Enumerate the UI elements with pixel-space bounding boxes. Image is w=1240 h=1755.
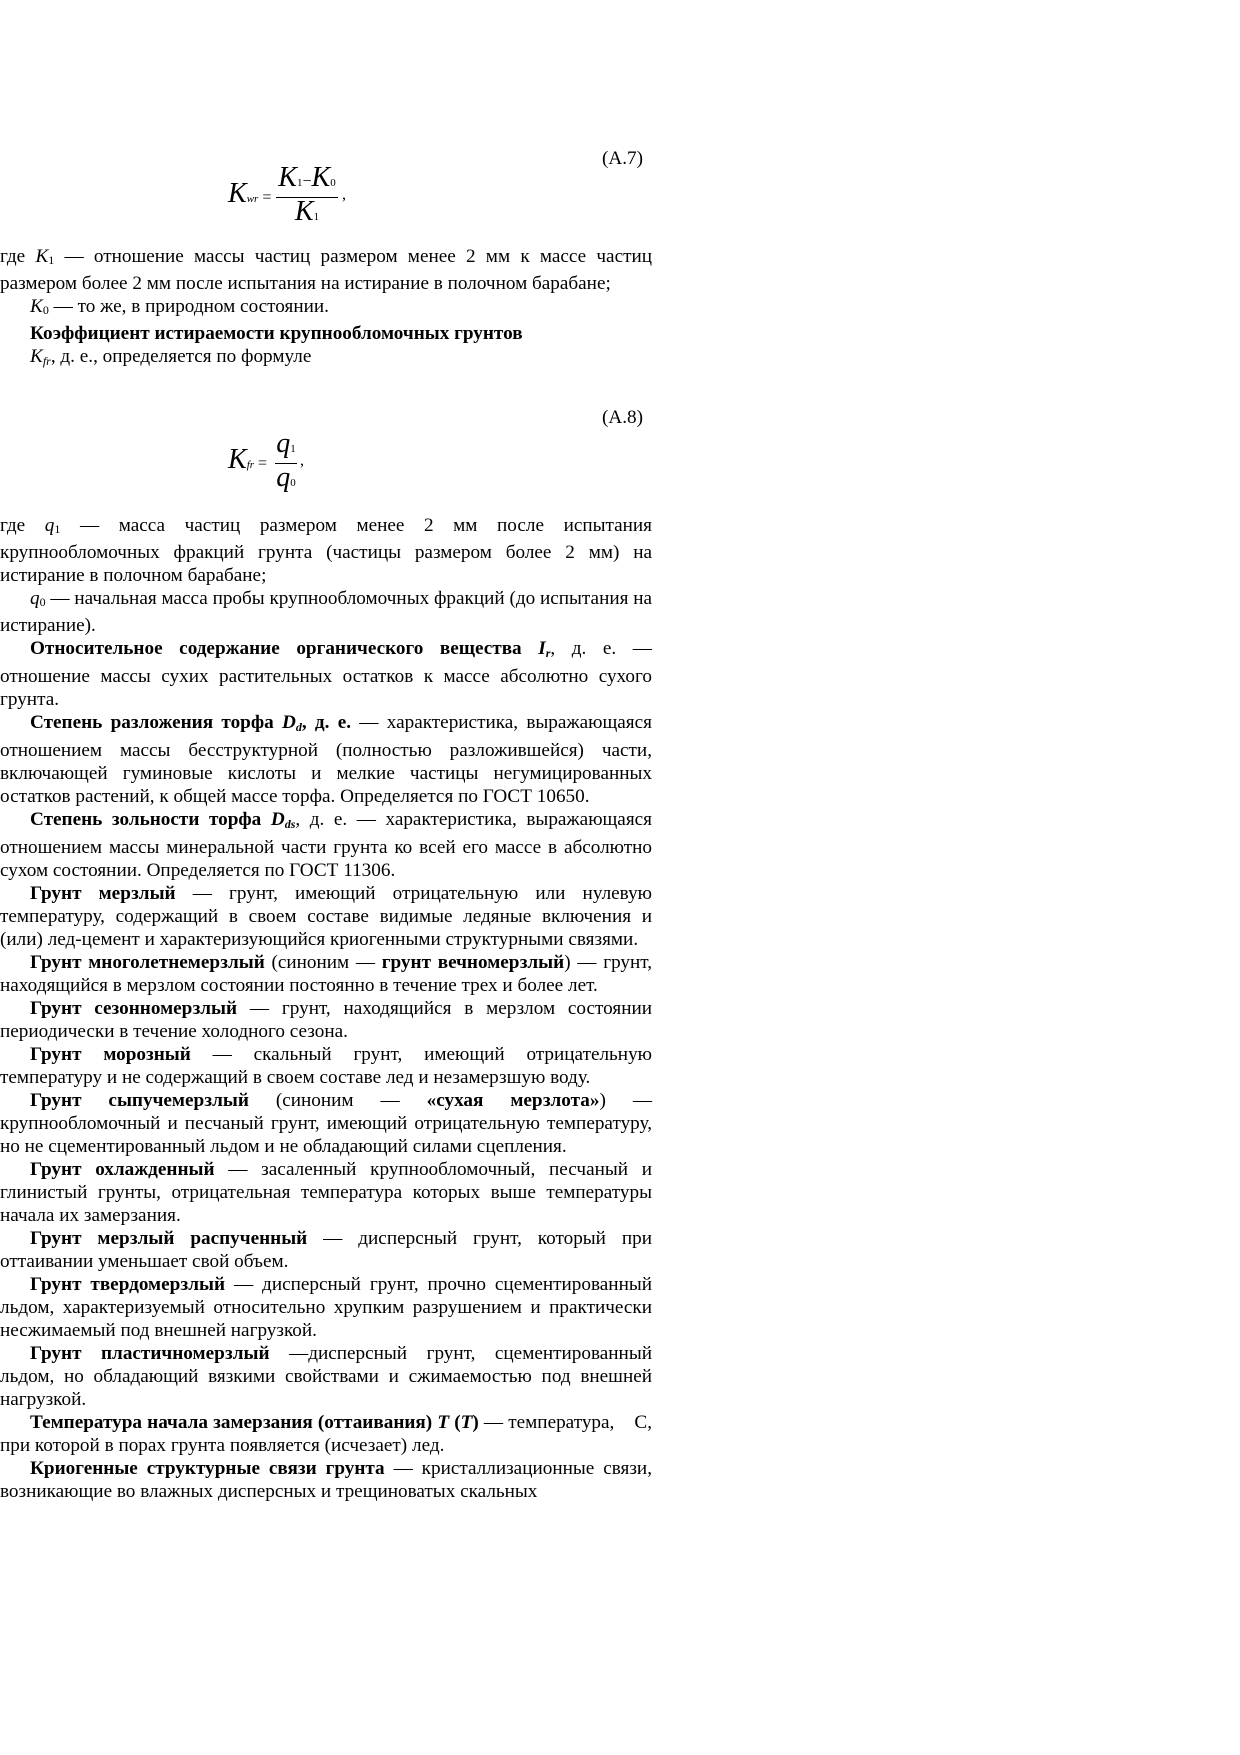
formula-a8-denominator: q0 [276,462,296,493]
definition-q0: q0 — начальная масса пробы крупнообломочных фракций (до испытания на истирание). [0,588,653,636]
term-kfr-heading: Коэффициент истираемости крупнообломочных грунтов [30,323,523,344]
definition-k0: K0 — то же, в природном состоянии. [30,296,329,317]
term-frosty-soil: Грунт морозный — скальный грунт, имеющий отрицательную температуру и не содержащий в своем составе лед и незамерзшую воду. [0,1044,653,1088]
term-cooled-soil: Грунт охлажденный — засаленный крупнообломочный, песчаный и глинистый грунты, отрицательная температура которых выше температуры начала их замерзания. [0,1159,652,1226]
term-organic-content: Относительное содержание органического вещества Ir, д. е. — отношение массы сухих растительных остатков к массе абсолютно сухого грунта. [0,638,652,710]
definitions-block-a7 [0,245,652,373]
formula-a8-fraction [275,430,297,497]
term-swollen-frozen-soil: Грунт мерзлый распученный — дисперсный грунт, который при оттаивании уменьшает свой объем. [0,1228,652,1272]
formula-a7-denominator: K1 [294,196,320,227]
term-seasonal-frozen-soil: Грунт сезонномерзлый — грунт, находящийся в мерзлом состоянии периодически в течение холодного сезона. [0,998,652,1042]
document-page: (A.7) Kwr = K1−K0 K1 , где K1 — отношение массы частиц размером менее 2 мм к массе частиц размером более 2 мм после испытания на истирание в полочном барабане; K0 — то же, в природном состоянии. Коэффициент истираемости крупнообломочных грунтов Kfr, д. е., определяется по формуле (A.8) Kfr = q1 q0 , где q1 — масса частиц размером менее 2 мм после испытания крупнообломочных фракций грунта (частицы размером более 2 мм) на истирание в полочном барабане; q0 — начальная масса пробы крупнообломочных фракций (до испытания на истирание). Относительное содержание органического вещества Ir, д. е. — отношение массы сухих растительных остатков к массе абсолютно сухого грунта. Степень разложения торфа Dd, д. е. — характеристика, выражающаяся отношением массы бесструктурной (полностью разложившейся) части, включающей гуминовые кислоты и мелкие частицы негумицированных остатков растений, к общей массе торфа. Определяется по ГОСТ 10650. Степень зольности торфа Dds, д. е. — характеристика, выражающаяся отношением массы минеральной части грунта ко всей его массе в абсолютно сухом состоянии. Определяется по ГОСТ 11306. Грунт мерзлый — грунт, имеющий отрицательную или нулевую температуру, содержащий в своем составе видимые ледяные включения и (или) лед-цемент и характеризующийся криогенными структурными связями. Грунт многолетнемерзлый (синоним — грунт вечномерзлый) — грунт, находящийся в мерзлом состоянии постоянно в течение трех и более лет. Грунт сезонномерзлый — грунт, находящийся в мерзлом состоянии периодически в течение холодного сезона. Грунт морозный — скальный грунт, имеющий отрицательную температуру и не содержащий в своем составе лед и незамерзшую воду. Грунт сыпучемерзлый (синоним — «сухая мерзлота») — крупнообломочный и песчаный грунт, имеющий отрицательную температуру, но не сцементированный льдом и не обладающий силами сцепления. Грунт охлажденный — засаленный крупнообломочный, песчаный и глинистый грунты, отрицательная температура которых выше температуры начала их замерзания. Грунт мерзлый распученный — дисперсный грунт, который при оттаивании уменьшает свой объем. Грунт твердомерзлый — дисперсный грунт, прочно сцементированный льдом, характеризуемый относительно хрупким разрушением и практически несжимаемый под внешней нагрузкой. Грунт пластичномерзлый —дисперсный грунт, сцементированный льдом, но обладающий вязкими свойствами и сжимаемостью под внешней нагрузкой. Температура начала замерзания (оттаивания) T (T) — температура,  С, при которой в порах грунта появляется (исчезает) лед. Криогенные структурные связи грунта — кристаллизационные связи, возникающие во влажных дисперсных и трещиноватых скальных [0,0,1240,1755]
term-kfr: Kfr, д. е., определяется по формуле [30,346,312,368]
term-hard-frozen-soil: Грунт твердомерзлый — дисперсный грунт, прочно сцементированный льдом, характеризуемый относительно хрупким разрушением и практически несжимаемый под внешней нагрузкой. [0,1274,652,1341]
formula-a8-lhs: Kfr = [228,444,268,475]
formula-a7-lhs: Kwr = [228,178,272,209]
definitions-and-terms-block [0,514,652,1503]
term-loose-frozen-soil: Грунт сыпучемерзлый (синоним — «сухая мерзлота») — крупнообломочный и песчаный грунт, имеющий отрицательную температуру, но не сцементированный льдом и не обладающий силами сцепления. [0,1090,653,1157]
term-cryogenic-bonds: Криогенные структурные связи грунта — кристаллизационные связи, возникающие во влажных дисперсных и трещиноватых скальных [0,1458,652,1502]
formula-a7-fraction [276,164,338,231]
term-peat-ash: Степень зольности торфа Dds, д. е. — характеристика, выражающаяся отношением массы минеральной части грунта ко всей его массе в абсолютно сухом состоянии. Определяется по ГОСТ 11306. [0,809,652,881]
equation-number-a7: (A.7) [602,148,644,169]
equation-number-a8: (A.8) [602,407,644,428]
formula-a7-numerator: K1−K0 [278,162,336,193]
term-plastic-frozen-soil: Грунт пластичномерзлый —дисперсный грунт, сцементированный льдом, но обладающий вязкими свойствами и сжимаемостью под внешней нагрузкой. [0,1343,652,1410]
formula-a8-numerator: q1 [276,428,296,459]
term-permafrost-soil: Грунт многолетнемерзлый (синоним — грунт вечномерзлый) — грунт, находящийся в мерзлом состоянии постоянно в течение трех и более лет. [0,952,653,996]
term-frozen-soil: Грунт мерзлый — грунт, имеющий отрицательную или нулевую температуру, содержащий в своем составе видимые ледяные включения и (или) лед-цемент и характеризующийся криогенными структурными связями. [0,883,652,950]
definition-q1: где q1 — масса частиц размером менее 2 мм после испытания крупнообломочных фракций грунта (частицы размером более 2 мм) на истирание в полочном барабане; [0,515,653,586]
definition-k1: где K1 — отношение массы частиц размером менее 2 мм к массе частиц размером более 2 мм после испытания на истирание в полочном барабане; [0,246,653,294]
term-freezing-temperature: Температура начала замерзания (оттаивания) T (T) — температура,  С, при которой в порах грунта появляется (исчезает) лед. [0,1412,653,1456]
term-peat-decomposition: Степень разложения торфа Dd, д. е. — характеристика, выражающаяся отношением массы бесструктурной (полностью разложившейся) части, включающей гуминовые кислоты и мелкие частицы негумицированных остатков растений, к общей массе торфа. Определяется по ГОСТ 10650. [0,712,652,807]
